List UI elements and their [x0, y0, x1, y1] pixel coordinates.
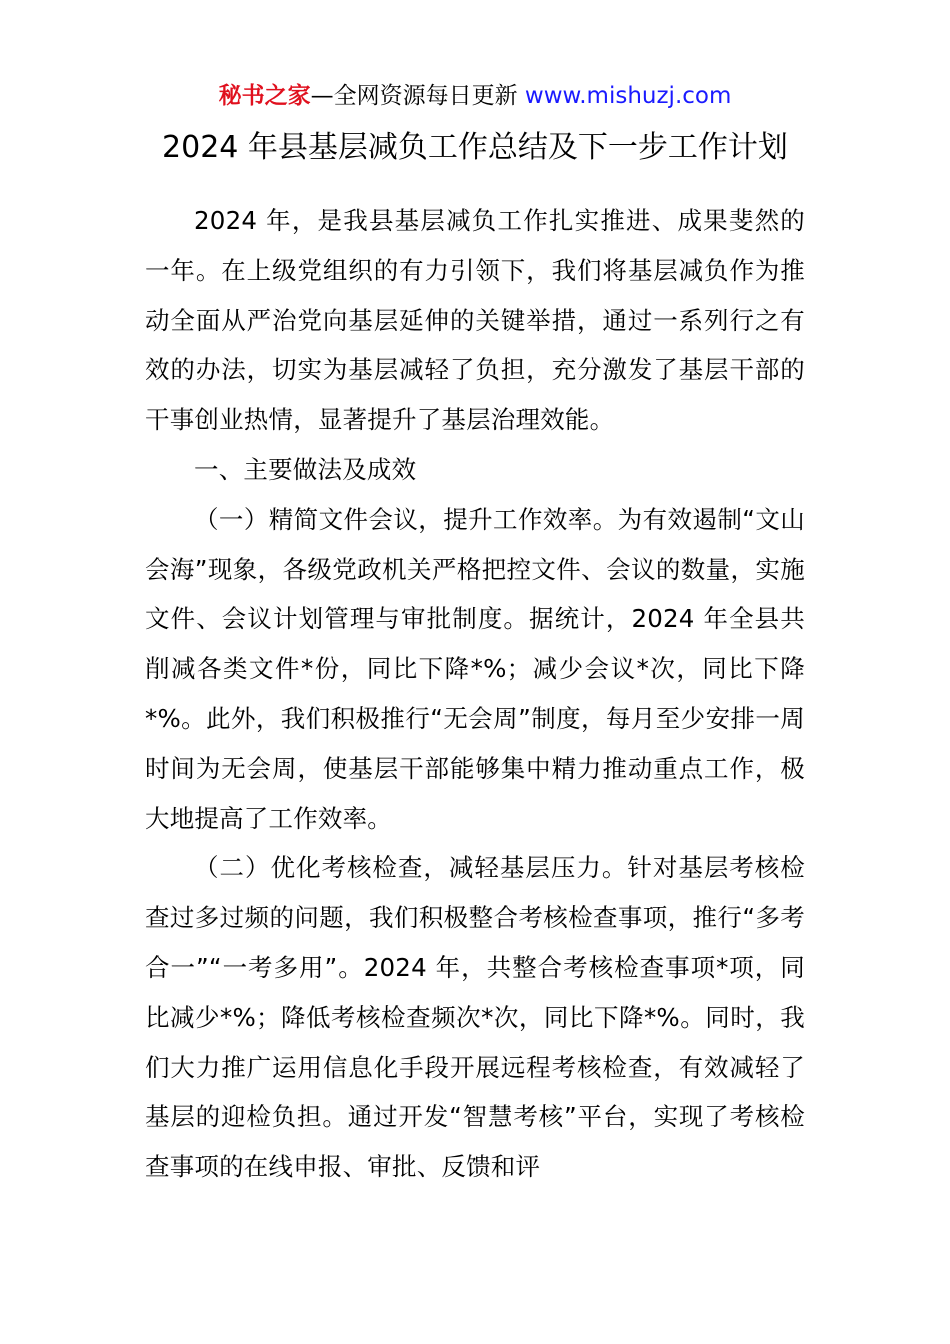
- paragraph-item-1: （一）精简文件会议，提升工作效率。为有效遏制“文山会海”现象，各级党政机关严格把控文件、会议的数量，实施文件、会议计划管理与审批制度。据统计，2024 年全县共削减各类文件*份，同比下降*%；减少会议*次，同比下降*%。此外，我们积极推行“无会周”制度，每月至少安排一周时间为无会周，使基层干部能够集中精力推动重点工作，极大地提高了工作效率。: [145, 504, 805, 833]
- site-url-link[interactable]: www.mishuzj.com: [524, 83, 732, 109]
- section-heading: 一、主要做法及成效: [194, 454, 417, 484]
- header-tagline: —全网资源每日更新: [310, 83, 525, 109]
- document-body: [145, 196, 805, 1192]
- paragraph-item-2: （二）优化考核检查，减轻基层压力。针对基层考核检查过多过频的问题，我们积极整合考核检查事项，推行“多考合一”“一考多用”。2024 年，共整合考核检查事项*项，同比减少*%；降低考核检查频次*次，同比下降*%。同时，我们大力推广运用信息化手段开展远程考核检查，有效减轻了基层的迎检负担。通过开发“智慧考核”平台，实现了考核检查事项的在线申报、审批、反馈和评: [145, 853, 805, 1182]
- paragraph-intro: 2024 年，是我县基层减负工作扎实推进、成果斐然的一年。在上级党组织的有力引领下，我们将基层减负作为推动全面从严治党向基层延伸的关键举措，通过一系列行之有效的办法，切实为基层减轻了负担，充分激发了基层干部的干事创业热情，显著提升了基层治理效能。: [145, 206, 805, 435]
- brand-name: 秘书之家: [218, 83, 311, 109]
- document-title: 2024 年县基层减负工作总结及下一步工作计划: [162, 130, 788, 165]
- site-header: [0, 80, 950, 112]
